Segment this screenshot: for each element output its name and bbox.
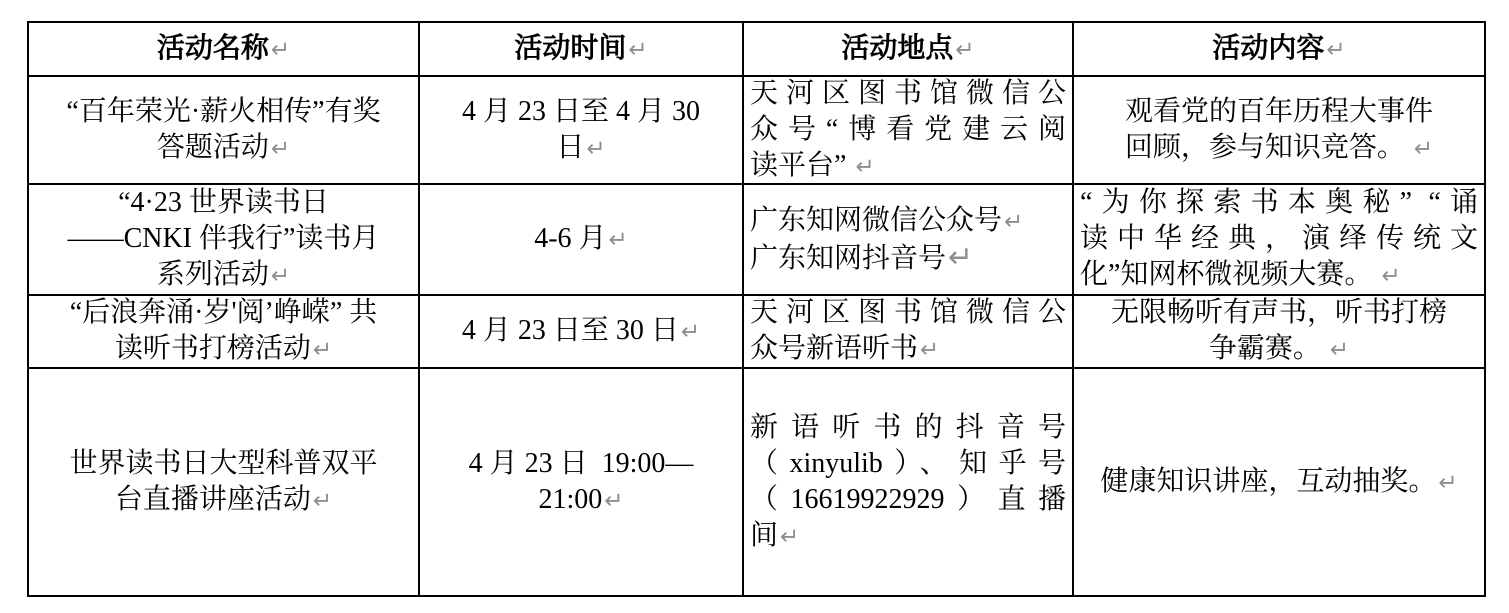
text-line (1080, 257, 1478, 294)
cell-row3-activity-content (1074, 296, 1484, 369)
paragraph-mark-icon: ↵ (1381, 263, 1401, 289)
text-line (35, 446, 412, 482)
text-line (750, 410, 1066, 446)
paragraph-mark-icon: ↵ (955, 36, 975, 63)
header-cell-activity-content (1074, 23, 1484, 77)
text-line (750, 518, 1066, 555)
text-run: 回顾，参与知识竞答。 (1124, 131, 1412, 163)
text-run: “百年荣光·薪火相传”有奖 (66, 95, 381, 127)
text-run: 台直播讲座活动 (114, 483, 311, 515)
text-run: 21:00 (538, 483, 603, 515)
text-run: 答题活动 (156, 131, 269, 163)
text-run: 活动内容 (1212, 32, 1325, 64)
text-line (35, 94, 412, 130)
cell-row2-activity-time (420, 185, 744, 296)
paragraph-mark-icon: ↵ (270, 263, 291, 289)
text-line (426, 221, 736, 258)
text-line (35, 482, 412, 519)
paragraph-mark-icon: ↵ (855, 153, 875, 180)
text-run: “为你探索书本奥秘” “诵 (1080, 187, 1478, 218)
header-cell-activity-time (420, 23, 744, 77)
text-line (750, 148, 1066, 185)
text-run: 活动时间 (514, 32, 627, 64)
text-line (426, 313, 736, 350)
paragraph-mark-icon: ↵ (604, 487, 624, 514)
text-run: 4-6 月 (534, 223, 607, 254)
text-run: 日 (556, 131, 585, 163)
text-run: 读平台” (750, 149, 854, 181)
text-run: （xinyulib）、知乎号 (750, 447, 1066, 479)
text-line (1080, 130, 1478, 167)
paragraph-mark-icon: ↵ (312, 337, 333, 363)
text-run: 新语听书的抖音号 (750, 411, 1066, 443)
cell-row2-activity-content (1074, 185, 1484, 296)
paragraph-mark-icon: ↵ (586, 135, 606, 162)
text-run: 天河区图书馆微信公 (750, 77, 1066, 109)
text-line (1080, 185, 1478, 221)
text-run: 天河区图书馆微信公 (750, 297, 1066, 328)
text-line (426, 94, 736, 130)
paragraph-mark-icon: ↵ (1413, 135, 1434, 162)
cell-row2-activity-location (744, 185, 1074, 296)
text-line (1080, 221, 1478, 257)
cell-row1-activity-location (744, 77, 1074, 185)
cell-row2-activity-name (29, 185, 420, 296)
text-line (426, 130, 736, 167)
text-run: 4 月 23 日 19:00— (468, 447, 694, 479)
text-line (35, 221, 412, 257)
text-run: 众号新语听书 (750, 333, 919, 364)
text-line (750, 31, 1066, 68)
paragraph-mark-icon: ↵ (1329, 337, 1350, 363)
paragraph-mark-icon: ↵ (628, 36, 648, 63)
text-run: 间 (750, 519, 779, 551)
cell-row4-activity-name (29, 369, 420, 595)
text-line (1080, 464, 1478, 501)
text-line (750, 203, 1066, 240)
cell-row4-activity-content (1074, 369, 1484, 595)
text-run: 广东知网微信公众号 (750, 204, 1003, 236)
text-run: 系列活动 (156, 259, 269, 290)
text-line (1080, 331, 1478, 368)
text-line (35, 31, 412, 68)
header-cell-activity-name (29, 23, 420, 77)
text-line (750, 331, 1066, 368)
paragraph-mark-icon: ↵ (270, 135, 291, 162)
text-run: 争霸赛。 (1208, 333, 1328, 364)
text-line (750, 296, 1066, 331)
text-line (1080, 31, 1478, 68)
text-run: “后浪奔涌·岁'阅’峥嵘” 共 (69, 297, 378, 328)
cell-row4-activity-time (420, 369, 744, 595)
cell-row3-activity-time (420, 296, 744, 369)
text-run: 观看党的百年历程大事件 (1124, 95, 1433, 127)
text-run: 4 月 23 日至 30 日 (461, 315, 679, 346)
text-line (750, 112, 1066, 148)
activities-table (27, 21, 1486, 597)
text-run: 活动名称 (156, 32, 269, 64)
paragraph-mark-icon: ↵ (948, 239, 974, 275)
text-run: 广东知网抖音号 (750, 242, 947, 274)
text-run: ——CNKI 伴我行”读书月 (67, 223, 380, 254)
text-run: 4 月 23 日至 4 月 30 (461, 95, 700, 127)
text-line (1080, 296, 1478, 331)
cell-row1-activity-time (420, 77, 744, 185)
text-line (426, 31, 736, 68)
paragraph-mark-icon: ↵ (312, 487, 333, 514)
paragraph-mark-icon: ↵ (680, 319, 701, 345)
text-line (35, 296, 412, 331)
text-run: （16619922929）直播 (750, 483, 1066, 515)
text-line (35, 331, 412, 368)
cell-row1-activity-content (1074, 77, 1484, 185)
cell-row3-activity-name (29, 296, 420, 369)
paragraph-mark-icon: ↵ (608, 227, 628, 253)
text-line (35, 257, 412, 294)
text-line (426, 482, 736, 519)
paragraph-mark-icon: ↵ (920, 337, 940, 363)
cell-row4-activity-location (744, 369, 1074, 595)
text-run: “4·23 世界读书日 (118, 187, 329, 218)
text-line (35, 185, 412, 221)
paragraph-mark-icon: ↵ (780, 523, 800, 550)
text-run: 世界读书日大型科普双平 (69, 447, 378, 479)
paragraph-mark-icon: ↵ (1326, 36, 1346, 63)
cell-row1-activity-name (29, 77, 420, 185)
text-line (750, 240, 1066, 277)
text-line (35, 130, 412, 167)
text-line (750, 482, 1066, 518)
paragraph-mark-icon: ↵ (1438, 469, 1458, 496)
text-line (1080, 94, 1478, 130)
text-run: 众号“博看党建云阅 (750, 113, 1066, 145)
text-line (426, 446, 736, 482)
cell-row3-activity-location (744, 296, 1074, 369)
header-cell-activity-location (744, 23, 1074, 77)
text-run: 活动地点 (841, 32, 954, 64)
text-run: 读听书打榜活动 (114, 333, 311, 364)
text-run: 健康知识讲座，互动抽奖。 (1100, 465, 1437, 497)
text-line (750, 446, 1066, 482)
text-run: 读中华经典，演绎传统文 (1080, 223, 1478, 254)
text-run: 无限畅听有声书，听书打榜 (1110, 297, 1447, 328)
paragraph-mark-icon: ↵ (270, 36, 291, 63)
paragraph-mark-icon: ↵ (1004, 208, 1024, 235)
text-line (750, 77, 1066, 112)
text-run: 化”知网杯微视频大赛。 (1080, 259, 1380, 290)
